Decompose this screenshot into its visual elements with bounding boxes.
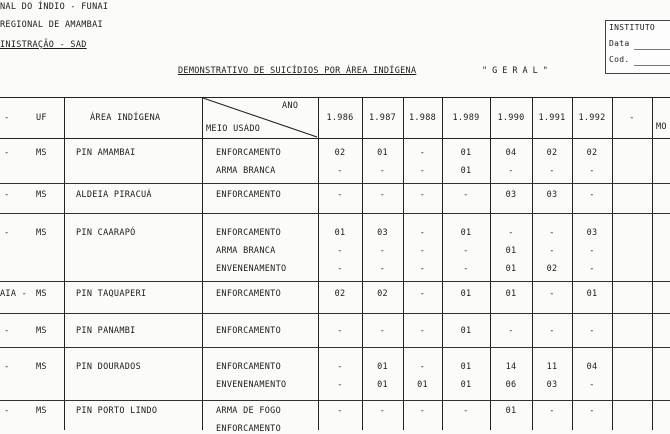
row-value: 02 [334,289,346,299]
row-uf: MS [36,406,47,416]
row-value: 01 [460,326,472,336]
row-value: - [589,166,595,176]
col-year-1989: 1.989 [452,113,480,123]
col-last-truncated: MO [656,122,667,132]
stamp-line-3: Cod. [609,55,630,64]
row-prefix: - [4,362,10,372]
row-value: 01 [460,228,472,238]
row-area: PIN PANAMBI [76,326,136,336]
row-value: - [379,246,386,256]
row-value: 11 [546,362,558,372]
row-value: - [463,264,469,274]
row-value: 03 [586,228,598,238]
row-meio: ARMA BRANCA [216,166,276,176]
row-value: - [589,326,595,336]
row-value: 01 [460,289,472,299]
row-value: - [589,190,595,200]
row-meio: ENFORCAMENTO [216,190,282,200]
row-meio: ARMA DE FOGO [216,406,282,416]
row-area: PIN DOURADOS [76,362,142,372]
row-value: - [549,406,555,416]
row-uf: MS [36,289,47,299]
row-value: 01 [377,148,388,158]
row-value: - [419,326,426,336]
stamp-line-2: Data [609,39,630,48]
row-prefix: - [4,326,10,336]
col-year-1990: 1.990 [497,113,525,123]
row-value: 01 [460,380,472,390]
row-prefix: - [4,148,10,158]
col-year-1987: 1.987 [368,113,397,123]
col-area: ÁREA INDÍGENA [90,113,161,123]
col-year-1988: 1.988 [408,113,437,123]
col-meio: MEIO USADO [206,124,261,134]
row-value: - [419,166,426,176]
row-value: - [589,264,595,274]
col-year-1991: 1.991 [538,113,566,123]
row-value: - [463,246,469,256]
row-prefix: AIA - [0,289,28,299]
row-meio: ENFORCAMENTO [216,148,282,158]
row-meio: ENVENENAMENTO [216,264,287,274]
row-value: - [379,190,386,200]
row-value: - [337,246,343,256]
row-value: - [463,190,469,200]
row-area: ALDEIA PIRACUÁ [76,190,152,200]
row-value: - [379,264,386,274]
row-value: - [337,380,343,390]
row-uf: MS [36,228,47,238]
col-ano: ANO [282,101,299,111]
row-value: - [337,166,343,176]
row-prefix: - [4,228,10,238]
header-line-1: NAL DO ÍNDIO - FUNAI [0,2,109,12]
row-uf: MS [36,190,47,200]
row-value: - [337,190,343,200]
row-value: - [419,264,426,274]
row-prefix: - [4,406,10,416]
row-value: 02 [546,264,558,274]
row-value: 02 [586,148,598,158]
row-value: - [379,166,386,176]
row-value: - [589,406,595,416]
document-title: DEMONSTRATIVO DE SUICÍDIOS POR ÁREA INDÍGENA [178,66,417,76]
row-value: - [589,380,595,390]
row-meio: ARMA BRANCA [216,246,276,256]
row-uf: MS [36,362,47,372]
row-value: - [419,228,426,238]
row-value: 01 [460,362,472,372]
row-value: - [337,326,343,336]
row-value: 03 [546,380,558,390]
row-value: - [508,228,514,238]
row-value: 01 [505,289,517,299]
row-value: - [419,190,426,200]
row-meio: ENFORCAMENTO [216,424,282,434]
row-value: 01 [334,228,346,238]
row-area: PIN PORTO LINDO [76,406,158,416]
row-value: 14 [505,362,517,372]
row-value: 02 [546,148,558,158]
col-year-1986: 1.986 [326,113,354,123]
row-value: - [337,406,343,416]
row-value: - [419,289,426,299]
row-value: 02 [334,148,346,158]
header-line-3: INISTRAÇÃO - SAD [0,40,87,50]
row-area: PIN AMAMBAI [76,148,136,158]
row-value: 03 [377,228,388,238]
row-area: PIN TAQUAPERI [76,289,147,299]
row-value: 01 [505,406,517,416]
row-value: 02 [377,289,388,299]
col-dash: - [4,113,10,123]
row-value: - [419,362,426,372]
header-line-2: REGIONAL DE AMAMBAI [0,20,103,30]
stamp-line-1: INSTITUTO [609,23,656,32]
row-value: - [508,166,514,176]
col-year-1992: 1.992 [578,113,606,123]
row-uf: MS [36,148,47,158]
col-uf: UF [36,113,47,123]
row-value: 01 [460,148,472,158]
row-uf: MS [36,326,47,336]
row-value: 01 [417,380,428,390]
row-value: - [549,246,555,256]
row-prefix: - [4,190,10,200]
row-value: - [549,289,555,299]
row-value: - [379,406,386,416]
row-value: 01 [377,380,388,390]
document-subtitle: "GERAL" [482,66,553,76]
row-value: 04 [586,362,598,372]
row-value: - [419,406,426,416]
row-meio: ENFORCAMENTO [216,326,282,336]
row-value: 03 [546,190,558,200]
row-value: 06 [505,380,517,390]
row-value: - [549,166,555,176]
row-meio: ENVENENAMENTO [216,380,287,390]
row-meio: ENFORCAMENTO [216,289,282,299]
row-value: 01 [505,264,517,274]
col-blank-dash: - [629,113,635,123]
row-value: - [508,326,514,336]
row-value: - [419,246,426,256]
row-value: 04 [505,148,517,158]
row-value: - [463,406,469,416]
row-value: - [379,326,386,336]
row-value: - [419,148,426,158]
row-value: 01 [586,289,598,299]
row-value: - [549,228,555,238]
row-value: 01 [505,246,517,256]
row-meio: ENFORCAMENTO [216,362,282,372]
row-value: - [549,326,555,336]
row-meio: ENFORCAMENTO [216,228,282,238]
row-value: - [337,264,343,274]
row-value: - [337,362,343,372]
row-value: - [589,246,595,256]
row-value: 01 [460,166,472,176]
row-value: 03 [505,190,517,200]
row-value: 01 [377,362,388,372]
row-area: PIN CAARAPÓ [76,228,136,238]
